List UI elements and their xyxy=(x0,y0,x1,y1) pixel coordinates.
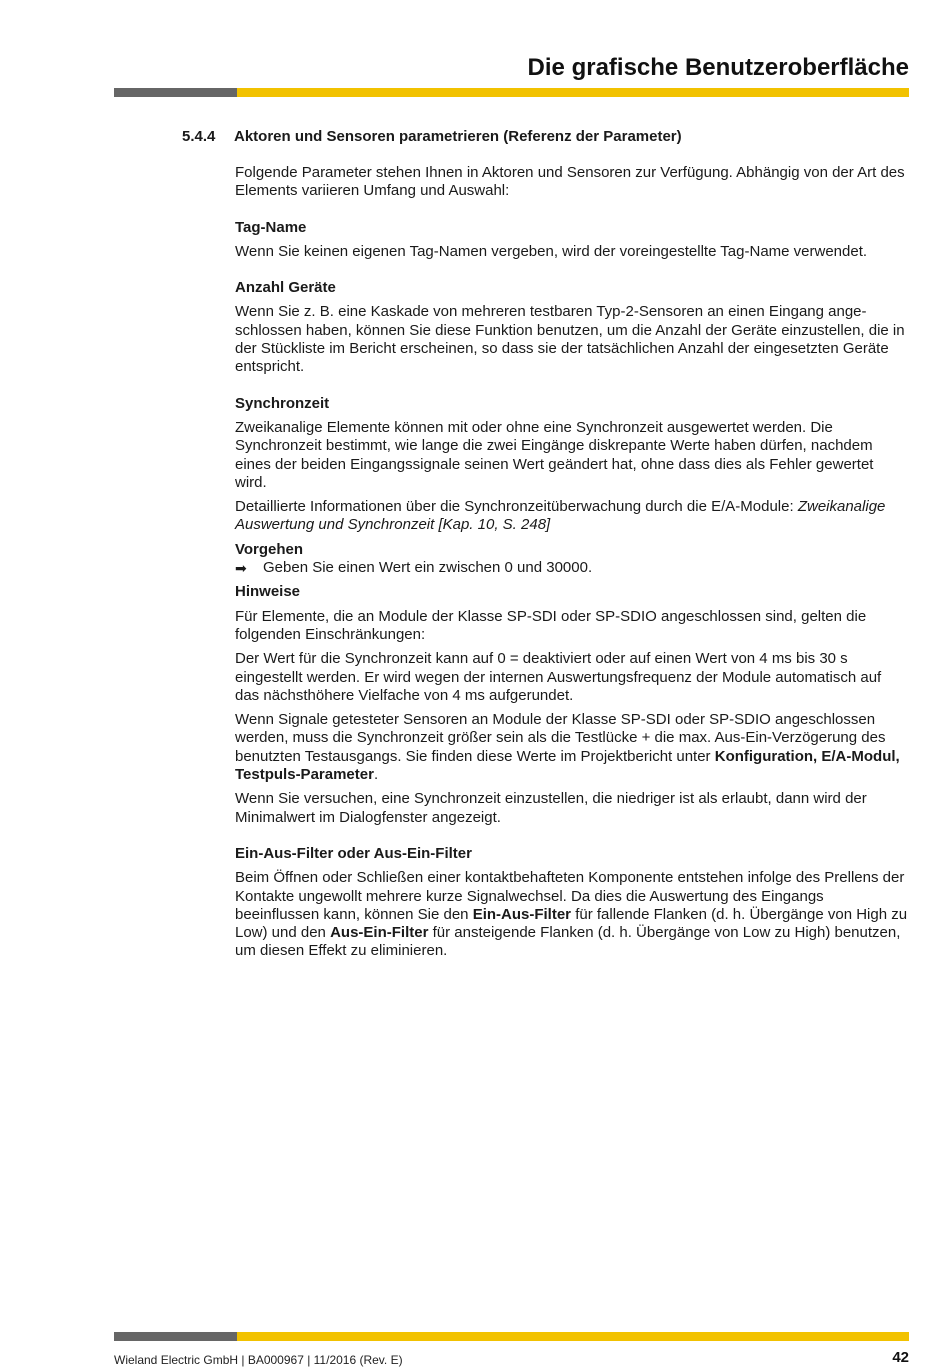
hinweis-1: Für Elemente, die an Module der Klasse SP-SDI oder SP-SDIO angeschlossen sind, gelten die folgenden Einschränkungen: xyxy=(235,607,867,643)
section-number: 5.4.4 xyxy=(182,128,216,145)
header-rule-grey xyxy=(114,88,237,97)
procedure-step xyxy=(235,559,909,577)
content-body xyxy=(235,164,909,967)
filter-text-1: Beim Öffnen oder Schließen einer kontaktbehafteten Komponente entstehen infolge des Prellens der Kontakte ungewollt mehrere kurze Signalwechsel. Da dies die Auswertung des Eingangs beeinflussen kann, können Sie den xyxy=(235,869,905,923)
filter-block xyxy=(235,845,909,961)
filter-heading: Ein-Aus-Filter oder Aus-Ein-Filter xyxy=(235,844,472,862)
tag-name-text: Wenn Sie keinen eigenen Tag-Namen vergeben, wird der voreingestellte Tag-Name verwendet. xyxy=(235,242,868,260)
footer-document-info: Wieland Electric GmbH | BA000967 | 11/2016 (Rev. E) xyxy=(114,1353,403,1367)
page-header-title: Die grafische Benutzeroberfläche xyxy=(527,54,909,81)
tag-name-heading: Tag-Name xyxy=(235,218,307,236)
cross-reference-link[interactable]: Zweikanalige Auswertung und Synchronzeit [Kap. 10, S. 248] xyxy=(235,498,886,534)
tag-name-block xyxy=(235,219,909,262)
hinweis-3 xyxy=(235,711,909,784)
header-rule-yellow xyxy=(237,88,909,97)
anzahl-text: Wenn Sie z. B. eine Kaskade von mehreren testbaren Typ-2-Sensoren an einen Eingang angeschlossen haben, können Sie diese Funktion benutzen, um die Anzahl der Geräte einzustellen, die in der Stückliste im Bericht erscheinen, so dass sie der tatsächlichen Anzahl der eingesetzten Geräte entspricht. xyxy=(235,303,905,376)
filter-text-2: für fallende Flanken (d. h. Übergänge von High zu Low) und den xyxy=(235,905,908,942)
header-rule xyxy=(114,88,909,97)
synchronzeit-paragraph-1: Zweikanalige Elemente können mit oder ohne eine Synchronzeit ausgewertet werden. Die Synchronzeit bestimmt, wie lange die zwei Eingänge diskrepante Werte haben dürfen, nachdem eines der beiden Eingangssignale seinen Wert geändert hat, ohne dass dies als Fehler gewertet wird. xyxy=(235,418,874,491)
section-heading xyxy=(182,128,682,145)
anzahl-block xyxy=(235,279,909,376)
hinweis-4: Wenn Sie versuchen, eine Synchronzeit einzustellen, die niedriger ist als erlaubt, dann wird der Minimalwert im Dialogfenster angezeigt. xyxy=(235,790,867,826)
synchronzeit-block xyxy=(235,395,909,827)
procedure-step-text: Geben Sie einen Wert ein zwischen 0 und 30000. xyxy=(263,559,593,577)
footer-rule-yellow xyxy=(237,1332,909,1341)
footer-rule xyxy=(114,1332,909,1341)
hinweis-3-end: . xyxy=(373,766,379,784)
filter-text xyxy=(235,869,909,960)
arrow-right-icon: ➡ xyxy=(235,560,247,577)
section-title: Aktoren und Sensoren parametrieren (Referenz der Parameter) xyxy=(234,128,682,145)
synchronzeit-paragraph-2 xyxy=(235,498,909,535)
hinweise-title: Hinweise xyxy=(235,583,301,601)
ein-aus-filter-term: Ein-Aus-Filter xyxy=(472,905,572,923)
hinweis-3-text: Wenn Signale getesteter Sensoren an Module der Klasse SP-SDI oder SP-SDIO angeschlossen werden, muss die Synchronzeit größer sein als die Testlücke + die max. Aus-Ein-Verzögerung des benutzten Testausgangs. Sie finden diese Werte im Projektbericht unter xyxy=(235,711,886,765)
anzahl-heading: Anzahl Geräte xyxy=(235,279,336,297)
intro-paragraph: Folgende Parameter stehen Ihnen in Aktoren und Sensoren zur Verfügung. Abhängig von der Art des Elements variieren Umfang und Auswahl: xyxy=(235,164,905,200)
synchronzeit-p2-text: Detaillierte Informationen über die Synchronzeitüberwachung durch die E/A-Module: xyxy=(235,498,798,516)
hinweis-3-bold: Konfiguration, E/A-Modul, Testpuls-Parameter xyxy=(235,747,900,784)
filter-text-3: für ansteigende Flanken (d. h. Übergänge von Low zu High) benutzen, um diesen Effekt zu eliminieren. xyxy=(235,924,901,960)
aus-ein-filter-term: Aus-Ein-Filter xyxy=(330,924,429,942)
synchronzeit-heading: Synchronzeit xyxy=(235,394,330,412)
hinweis-2: Der Wert für die Synchronzeit kann auf 0 = deaktiviert oder auf einen Wert von 4 ms bis 30 s eingestellt werden. Er wird wegen der internen Auswertungsfrequenz der Module automatisch auf das nächsthöhere Vielfache von 4 ms aufgerundet. xyxy=(235,650,882,704)
footer-rule-grey xyxy=(114,1332,237,1341)
page-number: 42 xyxy=(892,1349,909,1366)
vorgehen-title: Vorgehen xyxy=(235,540,304,558)
